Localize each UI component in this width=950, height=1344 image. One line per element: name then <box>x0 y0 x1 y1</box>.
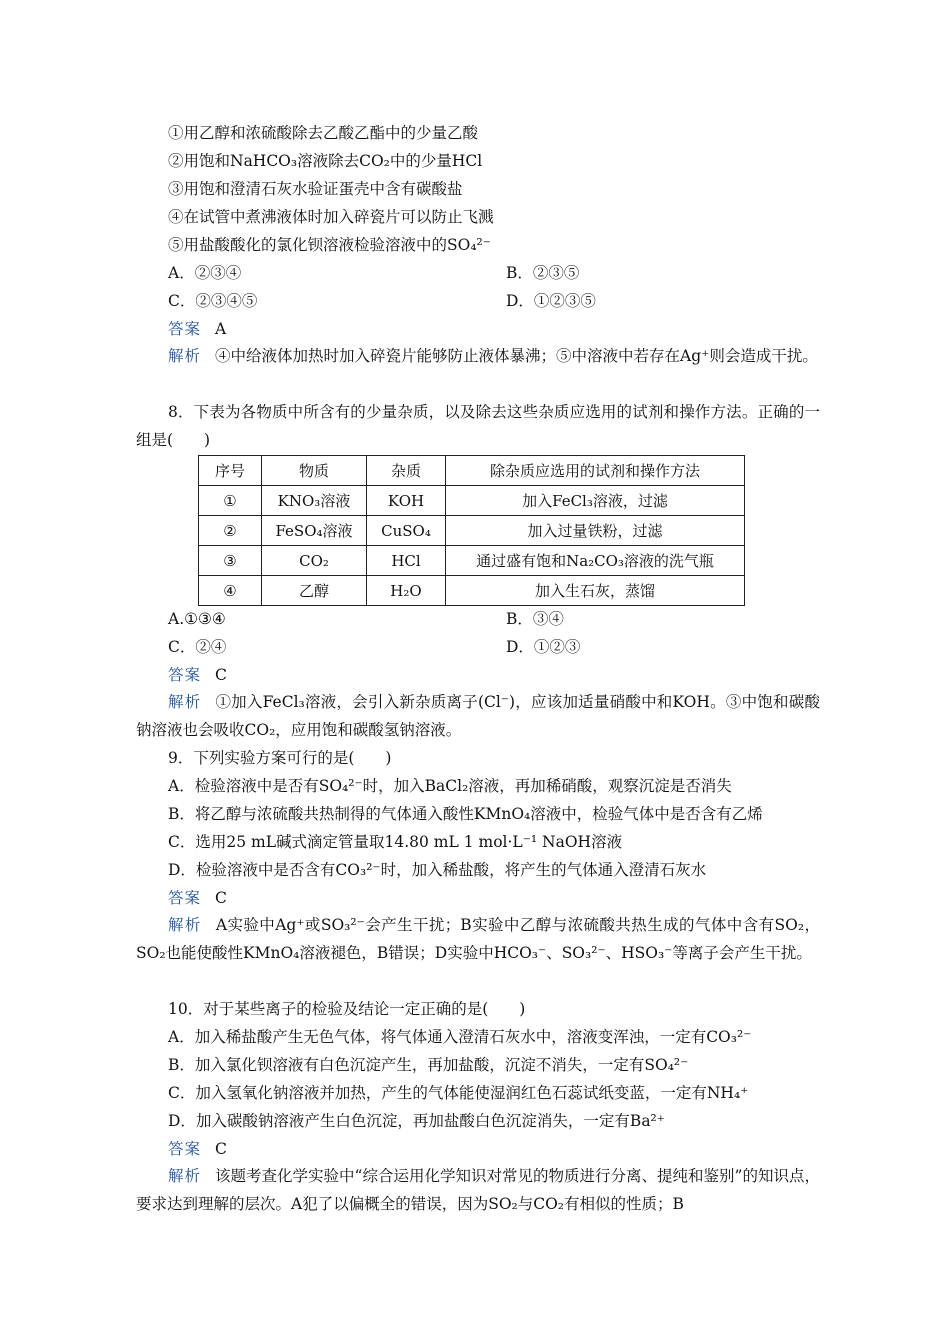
q9-analysis <box>136 911 820 967</box>
analysis-label: 解析 <box>168 693 202 711</box>
q9-answer <box>168 888 227 908</box>
q9-option-b: B．将乙醇与浓硫酸共热制得的气体通入酸性KMnO₄溶液中，检验气体中是否含有乙烯 <box>168 805 763 823</box>
analysis-text: A实验中Ag⁺或SO₃²⁻会产生干扰；B实验中乙醇与浓硫酸共热生成的气体中含有SO₂，SO₂也能使酸性KMnO₄溶液褪色，B错误；D实验中HCO₃⁻、SO₃²⁻、HSO₃⁻等离子会产生干扰。 <box>136 916 820 962</box>
answer-value: C <box>215 666 227 684</box>
table-cell: 加入FeCl₃溶液，过滤 <box>446 486 745 516</box>
table-row <box>199 516 745 546</box>
table-header: 除杂质应选用的试剂和操作方法 <box>446 456 745 486</box>
answer-value: A <box>215 320 227 338</box>
answer-value: C <box>215 889 227 907</box>
q7-item-5: ⑤用盐酸酸化的氯化钡溶液检验溶液中的SO₄²⁻ <box>168 236 491 254</box>
q10-option-c: C．加入氢氧化钠溶液并加热，产生的气体能使湿润红色石蕊试纸变蓝，一定有NH₄⁺ <box>168 1084 749 1102</box>
answer-label: 答案 <box>168 1140 202 1158</box>
table-header: 物质 <box>262 456 367 486</box>
q9-stem: 9．下列实验方案可行的是( ) <box>168 749 392 767</box>
q9-option-a: A．检验溶液中是否有SO₄²⁻时，加入BaCl₂溶液，再加稀硝酸，观察沉淀是否消失 <box>168 777 732 795</box>
q10-option-b: B．加入氯化钡溶液有白色沉淀产生，再加盐酸，沉淀不消失，一定有SO₄²⁻ <box>168 1056 689 1074</box>
q8-analysis <box>136 688 820 744</box>
analysis-label: 解析 <box>168 1167 202 1185</box>
table-cell: CO₂ <box>262 546 367 576</box>
table-cell: ④ <box>199 576 262 606</box>
table-header-row <box>199 456 745 486</box>
table-row <box>199 486 745 516</box>
table-header: 序号 <box>199 456 262 486</box>
table-cell: 通过盛有饱和Na₂CO₃溶液的洗气瓶 <box>446 546 745 576</box>
table-row <box>199 546 745 576</box>
answer-label: 答案 <box>168 889 202 907</box>
q8-option-c: C．②④ <box>168 638 227 656</box>
q7-option-c: C．②③④⑤ <box>168 292 258 310</box>
table-cell: 乙醇 <box>262 576 367 606</box>
q10-analysis <box>136 1162 820 1218</box>
q7-option-b: B．②③⑤ <box>506 264 580 282</box>
q7-item-3: ③用饱和澄清石灰水验证蛋壳中含有碳酸盐 <box>168 180 463 198</box>
q7-option-a: A．②③④ <box>168 264 242 282</box>
table-cell: CuSO₄ <box>367 516 446 546</box>
q8-option-b: B．③④ <box>506 610 564 628</box>
q7-analysis <box>136 342 820 370</box>
answer-label: 答案 <box>168 320 202 338</box>
q8-option-a: A.①③④ <box>168 610 226 628</box>
q7-item-1: ①用乙醇和浓硫酸除去乙酸乙酯中的少量乙酸 <box>168 124 479 142</box>
q8-answer <box>168 665 227 685</box>
analysis-label: 解析 <box>168 916 202 934</box>
q7-item-2: ②用饱和NaHCO₃溶液除去CO₂中的少量HCl <box>168 152 483 170</box>
table-cell: FeSO₄溶液 <box>262 516 367 546</box>
answer-value: C <box>215 1140 227 1158</box>
table-cell: KOH <box>367 486 446 516</box>
table-cell: KNO₃溶液 <box>262 486 367 516</box>
table-cell: ① <box>199 486 262 516</box>
q10-option-a: A．加入稀盐酸产生无色气体，将气体通入澄清石灰水中，溶液变浑浊，一定有CO₃²⁻ <box>168 1028 752 1046</box>
table-cell: ③ <box>199 546 262 576</box>
answer-label: 答案 <box>168 666 202 684</box>
analysis-text: ④中给液体加热时加入碎瓷片能够防止液体暴沸；⑤中溶液中若存在Ag⁺则会造成干扰。 <box>215 347 818 365</box>
q7-item-4: ④在试管中煮沸液体时加入碎瓷片可以防止飞溅 <box>168 208 494 226</box>
q8-option-d: D．①②③ <box>506 638 581 656</box>
table-cell: H₂O <box>367 576 446 606</box>
impurity-table <box>198 455 745 606</box>
q10-stem: 10．对于某些离子的检验及结论一定正确的是( ) <box>168 1000 526 1018</box>
table-cell: 加入生石灰，蒸馏 <box>446 576 745 606</box>
analysis-label: 解析 <box>168 347 202 365</box>
analysis-text: 该题考查化学实验中“综合运用化学知识对常见的物质进行分离、提纯和鉴别”的知识点，要求达到理解的层次。A犯了以偏概全的错误，因为SO₂与CO₂有相似的性质；B <box>136 1167 820 1213</box>
table-cell: HCl <box>367 546 446 576</box>
q9-option-c: C．选用25 mL碱式滴定管量取14.80 mL 1 mol·L⁻¹ NaOH溶液 <box>168 833 623 851</box>
q10-answer <box>168 1139 227 1159</box>
q8-stem: 8．下表为各物质中所含有的少量杂质，以及除去这些杂质应选用的试剂和操作方法。正确的一组是( ) <box>136 403 820 449</box>
q7-answer <box>168 319 226 339</box>
q9-option-d: D．检验溶液中是否含有CO₃²⁻时，加入稀盐酸，将产生的气体通入澄清石灰水 <box>168 861 707 879</box>
table-header: 杂质 <box>367 456 446 486</box>
analysis-text: ①加入FeCl₃溶液，会引入新杂质离子(Cl⁻)，应该加适量硝酸中和KOH。③中饱和碳酸钠溶液也会吸收CO₂，应用饱和碳酸氢钠溶液。 <box>136 693 820 739</box>
table-cell: ② <box>199 516 262 546</box>
table-row <box>199 576 745 606</box>
table-cell: 加入过量铁粉，过滤 <box>446 516 745 546</box>
q10-option-d: D．加入碳酸钠溶液产生白色沉淀，再加盐酸白色沉淀消失，一定有Ba²⁺ <box>168 1112 665 1130</box>
q7-option-d: D．①②③⑤ <box>506 292 596 310</box>
